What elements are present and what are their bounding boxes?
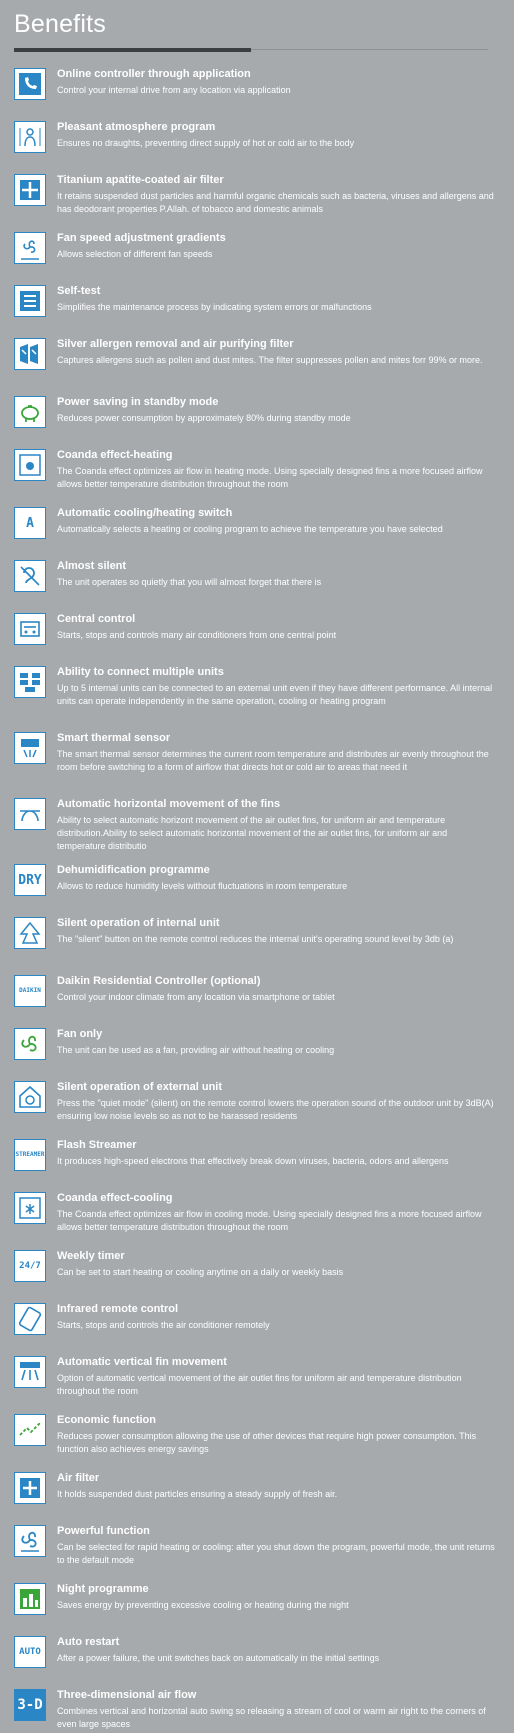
benefit-title: Smart thermal sensor	[57, 732, 171, 744]
vertical-fin-icon	[14, 1356, 46, 1388]
benefit-title: Air filter	[57, 1472, 100, 1484]
page-title: Benefits	[14, 10, 106, 38]
benefit-title: Flash Streamer	[57, 1139, 137, 1151]
remote-control-icon	[14, 1303, 46, 1335]
benefit-description: Combines vertical and horizontal auto swing so releasing a stream of cool or warm air right to the corners of even large spaces	[57, 1706, 486, 1729]
benefit-description: The "silent" button on the remote control reduces the internal unit's operating sound level by 3db (a)	[57, 934, 454, 944]
benefit-title: Online controller through application	[57, 68, 251, 80]
coanda-cool-icon	[14, 1192, 46, 1224]
benefit-title: Self-test	[57, 285, 101, 297]
streamer-label: STREAMER	[15, 1151, 45, 1158]
dry-label: DRY	[18, 872, 42, 888]
silent-indoor-icon	[14, 917, 46, 949]
coanda-heat-icon	[14, 449, 46, 481]
streamer-icon	[14, 1139, 46, 1171]
benefit-title: Power saving in standby mode	[57, 396, 219, 408]
benefit-title: Powerful function	[57, 1525, 150, 1537]
benefit-description: Ability to select automatic horizont movement of the air outlet fins, for uniform air and temperature distribution.Ability to select automatic horizontal movement of the air outlet fins, for uniform air and temperature distributio	[57, 815, 448, 851]
auto-switch-icon	[14, 507, 46, 539]
fan-only-icon	[14, 1028, 46, 1060]
benefit-title: Fan speed adjustment gradients	[57, 232, 226, 244]
benefit-description: Control your internal drive from any location via application	[57, 85, 291, 95]
central-control-icon	[14, 613, 46, 645]
benefit-description: The Coanda effect optimizes air flow in cooling mode. Using specially designed fins a more focused airflow allows better temperature distribution throughout the room	[57, 1209, 482, 1232]
benefit-title: Coanda effect-cooling	[57, 1192, 173, 1204]
benefit-title: Central control	[57, 613, 136, 625]
benefit-title: Dehumidification programme	[57, 864, 210, 876]
self-test-icon	[14, 285, 46, 317]
benefit-title: Daikin Residential Controller (optional)	[57, 975, 261, 987]
silent-ear-icon	[14, 560, 46, 592]
benefit-description: It retains suspended dust particles and harmful organic chemicals such as bacteria, viruses and allergens and has deodorant properties P.Allah. of tobacco and domestic animals	[57, 191, 494, 214]
benefit-title: Fan only	[57, 1028, 103, 1040]
title-underline-accent	[14, 48, 251, 52]
daikin-logo-label: DAIKIN	[19, 987, 41, 994]
benefit-description: Automatically selects a heating or cooling program to achieve the temperature you have selected	[57, 524, 443, 534]
three-d-icon	[14, 1689, 46, 1721]
benefit-description: Ensures no draughts, preventing direct supply of hot or cold air to the body	[57, 138, 355, 148]
benefit-title: Automatic horizontal movement of the fins	[57, 798, 281, 810]
benefit-title: Three-dimensional air flow	[57, 1689, 197, 1701]
benefit-description: Up to 5 internal units can be connected to an external unit even if they have different performance. All internal units can operate independently in the same operation, cooling or heating program	[57, 683, 493, 706]
benefit-title: Auto restart	[57, 1636, 120, 1648]
benefit-title: Weekly timer	[57, 1250, 125, 1262]
benefit-title: Titanium apatite-coated air filter	[57, 174, 224, 186]
horizontal-fins-icon	[14, 798, 46, 830]
phone-remote-icon	[14, 68, 46, 100]
allergen-filter-icon	[14, 338, 46, 370]
economic-icon	[14, 1414, 46, 1446]
benefit-title: Silent operation of internal unit	[57, 917, 220, 929]
benefit-title: Infrared remote control	[57, 1303, 179, 1315]
benefit-title: Ability to connect multiple units	[57, 666, 224, 678]
benefit-title: Economic function	[57, 1414, 156, 1426]
benefit-description: The unit operates so quietly that you will almost forget that there is	[57, 577, 322, 587]
piggy-bank-icon	[14, 396, 46, 428]
benefit-description: Captures allergens such as pollen and dust mites. The filter suppresses pollen and mites forr 99% or more.	[57, 355, 483, 365]
night-city-icon	[14, 1583, 46, 1615]
benefit-description: Allows selection of different fan speeds	[57, 249, 213, 259]
three-d-label: 3-D	[17, 1697, 43, 1713]
person-comfort-icon	[14, 121, 46, 153]
daikin-logo-icon	[14, 975, 46, 1007]
benefit-title: Silent operation of external unit	[57, 1081, 223, 1093]
benefit-title: Automatic vertical fin movement	[57, 1356, 227, 1368]
benefit-description: The unit can be used as a fan, providing air without heating or cooling	[57, 1045, 335, 1055]
air-filter-icon	[14, 174, 46, 206]
benefit-description: Simplifies the maintenance process by indicating system errors or malfunctions	[57, 302, 372, 312]
multi-units-icon	[14, 666, 46, 698]
dry-icon	[14, 864, 46, 896]
powerful-icon	[14, 1525, 46, 1557]
benefit-title: Silver allergen removal and air purifying filter	[57, 338, 294, 350]
benefit-description: Can be selected for rapid heating or cooling: after you shut down the program, powerful mode, the unit returns to the default mode	[57, 1542, 495, 1565]
clock-24-7-icon	[14, 1250, 46, 1282]
benefit-description: The smart thermal sensor determines the current room temperature and distributes air evenly throughout the room before switching to a form of airflow that directs hot or cold air to areas that need it	[57, 749, 489, 772]
benefit-description: Starts, stops and controls many air conditioners from one central point	[57, 630, 337, 640]
filter-cross-icon	[14, 1472, 46, 1504]
benefit-description: Can be set to start heating or cooling anytime on a daily or weekly basis	[57, 1267, 344, 1277]
benefit-description: It holds suspended dust particles ensuring a steady supply of fresh air.	[57, 1489, 338, 1499]
benefit-description: It produces high-speed electrons that effectively break down viruses, bacteria, odors and allergens	[57, 1156, 449, 1166]
benefit-description: Reduces power consumption by approximately 80% during standby mode	[57, 413, 351, 423]
benefit-title: Almost silent	[57, 560, 127, 572]
benefit-description: Press the "quiet mode" (silent) on the remote control lowers the operation sound of the outdoor unit by 3dB(A) ensuring low noise levels so as not to be harassed residents	[57, 1098, 494, 1121]
benefit-description: After a power failure, the unit switches back on automatically in the initial settings	[57, 1653, 380, 1663]
benefit-description: Saves energy by preventing excessive cooling or heating during the night	[57, 1600, 349, 1610]
benefit-description: Allows to reduce humidity levels without fluctuations in room temperature	[57, 881, 348, 891]
auto-restart-icon	[14, 1636, 46, 1668]
benefit-title: Night programme	[57, 1583, 149, 1595]
benefit-title: Pleasant atmosphere program	[57, 121, 216, 133]
clock-24-7-label: 24/7	[19, 1260, 41, 1271]
benefit-description: Control your indoor climate from any location via smartphone or tablet	[57, 992, 335, 1002]
thermal-sensor-icon	[14, 732, 46, 764]
benefit-title: Automatic cooling/heating switch	[57, 507, 233, 519]
auto-restart-label: AUTO	[19, 1646, 41, 1657]
benefit-description: Reduces power consumption allowing the use of other devices that require high power consumption. This function also achieves energy savings	[57, 1431, 477, 1454]
benefit-description: Starts, stops and controls the air conditioner remotely	[57, 1320, 270, 1330]
benefit-description: The Coanda effect optimizes air flow in heating mode. Using specially designed fins a more focused airflow allows better temperature distribution throughout the room	[57, 466, 483, 489]
fan-speed-icon	[14, 232, 46, 264]
auto-switch-label: A	[26, 515, 34, 531]
benefit-description: Option of automatic vertical movement of the air outlet fins for uniform air and temperature distribution throughout the room	[57, 1373, 462, 1396]
silent-outdoor-icon	[14, 1081, 46, 1113]
benefit-title: Coanda effect-heating	[57, 449, 173, 461]
